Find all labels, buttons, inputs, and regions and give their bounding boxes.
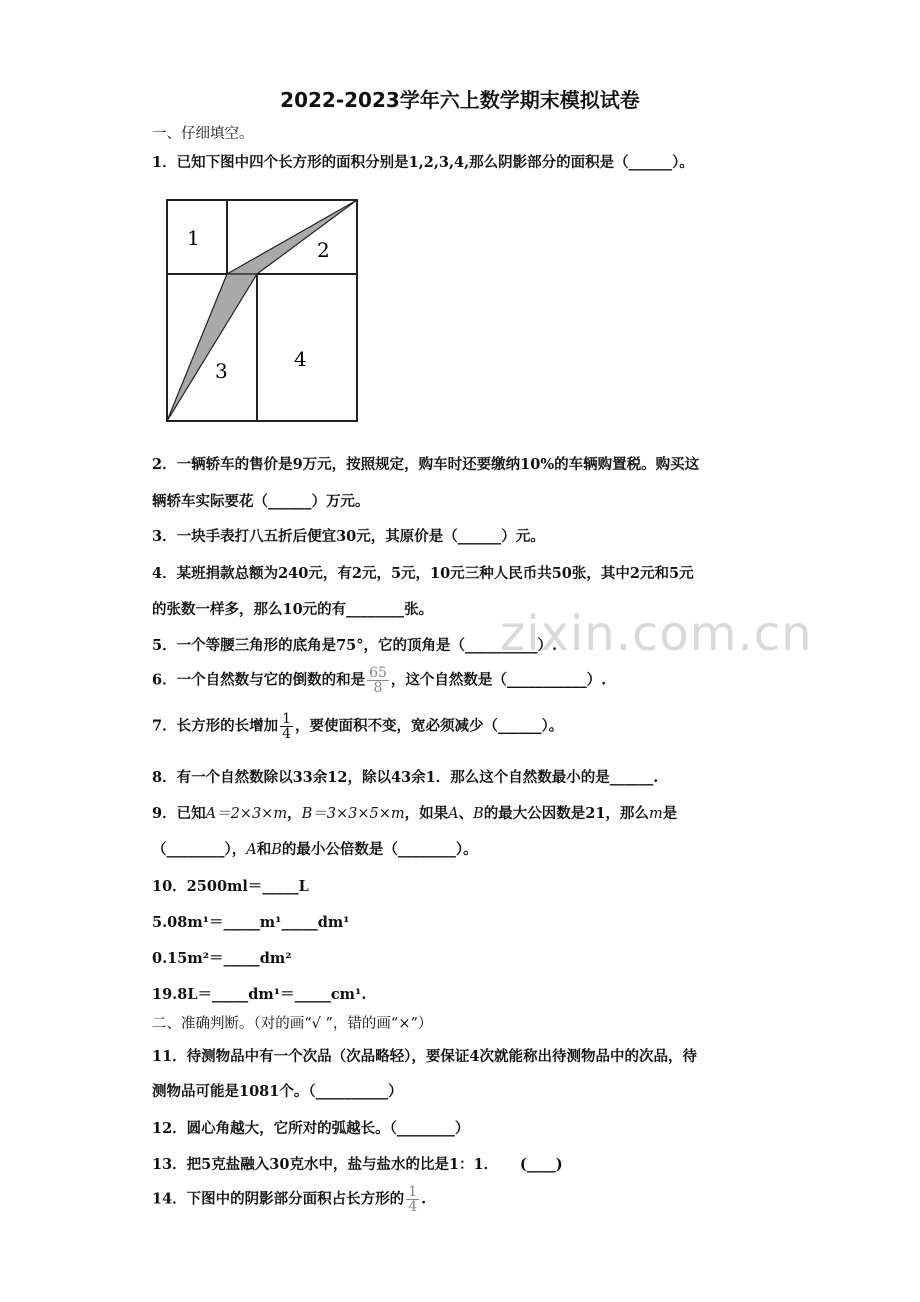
question-14-fraction bbox=[406, 1185, 419, 1214]
q9-text: 的最大公因数是21，那么 bbox=[483, 805, 649, 822]
question-14-text-post: . bbox=[421, 1190, 427, 1208]
section-2-heading: 二、准确判断。（对的画“√ ”，错的画“×”） bbox=[152, 1016, 433, 1032]
q9-text: （________）， bbox=[152, 841, 247, 858]
q9-var-m: m bbox=[648, 806, 663, 822]
figure-label-4: 4 bbox=[294, 347, 307, 371]
question-5: 5．一个等腰三角形的底角是75°，它的顶角是（__________）. bbox=[152, 637, 558, 654]
question-6 bbox=[152, 666, 606, 695]
question-3: 3．一块手表打八五折后便宜30元，其原价是（______）元。 bbox=[152, 528, 545, 545]
question-12: 12．圆心角越大，它所对的弧越长。（________） bbox=[152, 1120, 470, 1137]
question-7 bbox=[152, 712, 563, 741]
question-1: 1．已知下图中四个长方形的面积分别是1,2,3,4,那么阴影部分的面积是（______）。 bbox=[152, 154, 694, 171]
question-14 bbox=[152, 1185, 426, 1214]
question-14-text-pre: 14．下图中的阴影部分面积占长方形的 bbox=[152, 1190, 405, 1208]
q9-formula-a: A＝2×3×m bbox=[205, 806, 288, 822]
q9-text: 是 bbox=[662, 805, 678, 822]
q9-text: 、 bbox=[458, 805, 474, 822]
q9-var-b: B bbox=[473, 806, 484, 822]
question-10-line-1: 10．2500ml＝_____L bbox=[152, 878, 309, 895]
q9-var-a: A bbox=[448, 806, 459, 822]
q9-text: ， bbox=[287, 805, 302, 822]
watermark: zixin.com.cn bbox=[500, 606, 813, 662]
rectangle-figure bbox=[162, 193, 362, 425]
figure-label-3: 3 bbox=[215, 359, 228, 383]
question-6-text-pre: 6．一个自然数与它的倒数的和是 bbox=[152, 671, 366, 689]
question-9-line-2 bbox=[152, 838, 478, 859]
fraction-denominator: 4 bbox=[282, 726, 292, 742]
shaded-triangle-top bbox=[227, 200, 357, 274]
question-11-line-2: 测物品可能是1081个。（__________） bbox=[152, 1083, 403, 1100]
figure-label-1: 1 bbox=[187, 226, 200, 250]
fraction-numerator: 65 bbox=[369, 665, 387, 681]
q9-text: 和 bbox=[256, 841, 272, 858]
shaded-triangle-bottom bbox=[167, 274, 257, 421]
fraction-denominator: 8 bbox=[373, 680, 383, 696]
fraction-numerator: 1 bbox=[282, 711, 292, 727]
question-2-line-1: 2．一辆轿车的售价是9万元，按照规定，购车时还要缴纳10%的车辆购置税。购买这 bbox=[152, 456, 700, 473]
q9-text: ，如果 bbox=[404, 805, 449, 822]
question-10-line-3: 0.15m²＝_____dm² bbox=[152, 950, 292, 967]
question-7-text-pre: 7．长方形的长增加 bbox=[152, 717, 279, 735]
question-4-line-2: 的张数一样多，那么10元的有________张。 bbox=[152, 601, 434, 618]
q9-text: 的最小公倍数是（________）。 bbox=[281, 841, 478, 858]
figure-label-2: 2 bbox=[317, 238, 330, 262]
page-title: 2022-2023学年六上数学期末模拟试卷 bbox=[280, 88, 640, 112]
question-7-text-post: ，要使面积不变，宽必须减少（______）。 bbox=[295, 717, 564, 735]
fraction-numerator: 1 bbox=[408, 1184, 418, 1200]
question-2-line-2: 辆轿车实际要花（______）万元。 bbox=[152, 493, 370, 510]
question-6-fraction bbox=[367, 666, 389, 695]
q9-var-b: B bbox=[271, 842, 282, 858]
question-13: 13．把5克盐融入30克水中，盐与盐水的比是1：1． (____) bbox=[152, 1156, 563, 1173]
q9-formula-b: B＝3×3×5×m bbox=[301, 806, 405, 822]
question-4-line-1: 4．某班捐款总额为240元，有2元，5元，10元三种人民币共50张，其中2元和5元 bbox=[152, 565, 694, 582]
q9-text: 9．已知 bbox=[152, 805, 206, 822]
question-11-line-1: 11．待测物品中有一个次品（次品略轻），要保证4次就能称出待测物品中的次品，待 bbox=[152, 1048, 698, 1065]
question-10-line-2: 5.08m¹＝_____m¹_____dm¹ bbox=[152, 914, 350, 931]
question-6-text-post: ，这个自然数是（___________）. bbox=[390, 671, 607, 689]
q9-var-a: A bbox=[246, 842, 257, 858]
question-8: 8．有一个自然数除以33余12，除以43余1．那么这个自然数最小的是______. bbox=[152, 769, 659, 786]
fraction-denominator: 4 bbox=[408, 1199, 418, 1215]
question-9-line-1 bbox=[152, 802, 677, 823]
question-10-line-4: 19.8L＝_____dm¹＝_____cm¹. bbox=[152, 986, 367, 1003]
section-1-heading: 一、仔细填空。 bbox=[152, 126, 254, 142]
question-7-fraction bbox=[280, 712, 293, 741]
